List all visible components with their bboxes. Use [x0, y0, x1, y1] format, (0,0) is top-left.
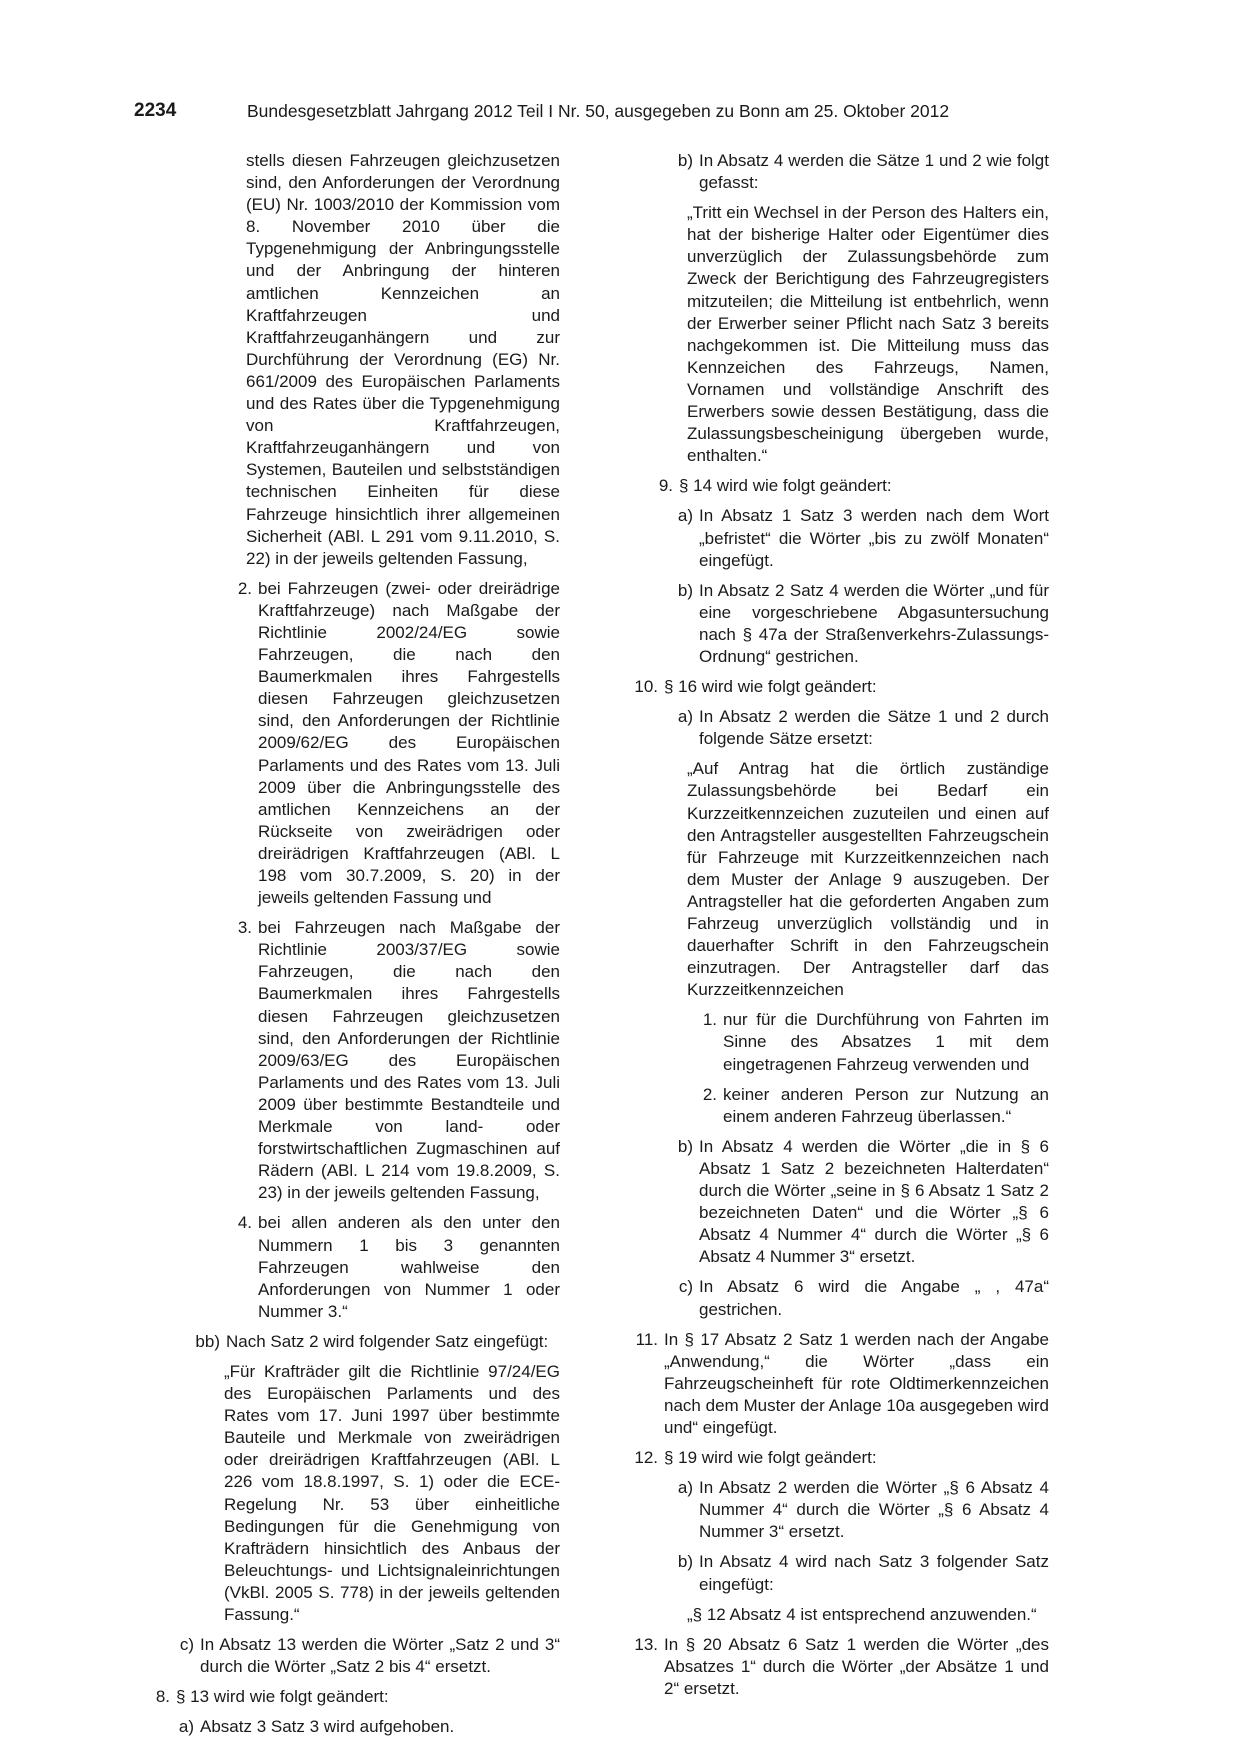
list-item-label: a): [677, 1478, 693, 1498]
list-item: [687, 1009, 1049, 1075]
list-item: [628, 676, 1049, 698]
list-item-text: Nach Satz 2 wird folgender Satz eingefügt:: [226, 1331, 549, 1351]
list-item-label: 2.: [702, 1084, 717, 1104]
list-item: [663, 580, 1049, 668]
list-item: [190, 1331, 560, 1353]
list-item-label: a): [677, 506, 693, 526]
list-item-label: a): [178, 1717, 194, 1737]
quoted-paragraph: „Tritt ein Wechsel in der Person des Halters ein, hat der bisherige Halter oder Eigentümer dies unverzüglich der Zulassungsbehörde zum Zweck der Berichtigung des Fahrzeugregisters mitzuteilen; die Mitteilung ist entbehrlich, wenn der Erwerber seiner Pflicht nach Satz 3 bereits nachgekommen ist. Die Mitteilung muss das Kennzeichen des Fahrzeugs, Namen, Vornamen und vollständige Anschrift des Erwerbers sowie dessen Bestätigung, dass die Zulassungsbescheinigung übergeben wurde, enthalten.“: [687, 203, 1049, 466]
list-item-label: 9.: [658, 476, 673, 496]
list-item-text: § 19 wird wie folgt geändert:: [664, 1448, 877, 1468]
list-item: [628, 1329, 1049, 1439]
list-item-text: § 16 wird wie folgt geändert:: [664, 677, 877, 697]
list-item-text: In § 17 Absatz 2 Satz 1 werden nach der Angabe „Anwendung,“ die Wörter „dass ein Fahrzeugscheinheft für rote Oldtimerkennzeichen nach dem Muster der Anlage 10a ausgegeben wird und“ eingefügt.: [664, 1329, 1049, 1437]
left-column: [140, 150, 560, 1738]
list-item: [222, 578, 560, 909]
list-item-label: b): [677, 580, 693, 600]
quoted-paragraph: „Für Krafträder gilt die Richtlinie 97/24/EG des Europäischen Parlaments und des Rates vom 17. Juni 1997 über bestimmte Bauteile und Merkmale von zweirädrigen oder dreirädrigen Kraftfahrzeugen (ABl. L 226 vom 18.8.1997, S. 1) oder die ECE-Regelung Nr. 53 über einheitliche Bedingungen für die Genehmigung von Krafträdern hinsichtlich des Anbaus der Beleuchtungs- und Lichtsignaleinrichtungen (VkBl. 2005 S. 778) in der jeweils geltenden Fassung.“: [224, 1361, 560, 1624]
list-item-label: 11.: [635, 1329, 658, 1349]
page-number: 2234: [134, 100, 177, 121]
list-item-text: keiner anderen Person zur Nutzung an einem anderen Fahrzeug überlassen.“: [723, 1084, 1049, 1126]
right-column: [628, 150, 1049, 1700]
quoted-paragraph: „Auf Antrag hat die örtlich zuständige Zulassungsbehörde bei Bedarf ein Kurzzeitkennzeichen zuzuteilen und einen auf den Antragsteller ausgestellten Fahrzeugschein für Fahrzeuge mit Kurzzeitkennzeichen nach dem Muster der Anlage 9 auszugeben. Der Antragsteller hat die geforderten Angaben zum Fahrzeug unverzüglich vollständig und in dauerhafter Schrift in den Fahrzeugschein einzutragen. Der Antragsteller darf das Kurzzeitkennzeichen: [687, 759, 1049, 1000]
list-item: [140, 1686, 560, 1708]
list-item-text: In Absatz 2 werden die Sätze 1 und 2 durch folgende Sätze ersetzt:: [699, 707, 1049, 749]
list-item: [687, 1084, 1049, 1128]
page-header-title: Bundesgesetzblatt Jahrgang 2012 Teil I Nr. 50, ausgegeben zu Bonn am 25. Oktober 2012: [247, 101, 950, 121]
list-item: [663, 1136, 1049, 1269]
list-item-text: bei Fahrzeugen nach Maßgabe der Richtlinie 2003/37/EG sowie Fahrzeugen, die nach den Baumerkmalen ihres Fahrgestells diesen Fahrzeugen gleichzusetzen sind, den Anforderungen der Richtlinie 2009/63/EG des Europäischen Parlaments und des Rates vom 13. Juli 2009 über bestimmte Bestandteile und Merkmale von land- oder forstwirtschaftlichen Zugmaschinen auf Rädern (ABl. L 214 vom 19.8.2009, S. 23) in der jeweils geltenden Fassung,: [258, 918, 560, 1203]
list-item-label: 8.: [155, 1687, 170, 1707]
list-item-text: In Absatz 4 werden die Wörter „die in § 6 Absatz 1 Satz 2 bezeichneten Halterdaten“ durch die Wörter „seine in § 6 Absatz 1 Satz 2 bezeichneten Daten“ und die Wörter „§ 6 Absatz 4 Nummer 4“ durch die Wörter „§ 6 Absatz 4 Nummer 3“ ersetzt.: [699, 1136, 1049, 1267]
list-item-label: bb): [195, 1331, 220, 1351]
list-item-label: b): [677, 1136, 693, 1156]
list-item: [222, 1212, 560, 1322]
list-item-label: c): [179, 1635, 194, 1655]
list-item-text: nur für die Durchführung von Fahrten im Sinne des Absatzes 1 mit dem eingetragenen Fahrzeug verwenden und: [723, 1010, 1049, 1074]
list-item-text: In § 20 Absatz 6 Satz 1 werden die Wörter „des Absatzes 1“ durch die Wörter „der Absätze 1 und 2“ ersetzt.: [664, 1634, 1049, 1698]
page-header: [134, 100, 1007, 122]
list-item-text: bei allen anderen als den unter den Nummern 1 bis 3 genannten Fahrzeugen wahlweise den Anforderungen von Nummer 1 oder Nummer 3.“: [258, 1213, 560, 1321]
list-item: [663, 505, 1049, 571]
list-item-label: 12.: [634, 1448, 658, 1468]
list-item-text: In Absatz 6 wird die Angabe „ , 47a“ gestrichen.: [699, 1277, 1049, 1319]
list-item-text: Absatz 3 Satz 3 wird aufgehoben.: [200, 1717, 455, 1737]
list-item-label: b): [677, 1552, 693, 1572]
list-item-label: 10.: [634, 677, 658, 697]
list-item-text: In Absatz 2 werden die Wörter „§ 6 Absatz 4 Nummer 4“ durch die Wörter „§ 6 Absatz 4 Nummer 3“ ersetzt.: [699, 1478, 1049, 1542]
list-item-label: c): [678, 1277, 693, 1297]
list-item-text: bei Fahrzeugen (zwei- oder dreirädrige Kraftfahrzeuge) nach Maßgabe der Richtlinie 2002/24/EG sowie Fahrzeugen, die nach den Baumerkmalen ihres Fahrgestells diesen Fahrzeugen gleichzusetzen sind, den Anforderungen der Richtlinie 2009/62/EG des Europäischen Parlaments und des Rates vom 13. Juli 2009 über die Anbringungsstelle des amtlichen Kennzeichens an der Rückseite von zweirädrigen oder dreirädrigen Kraftfahrzeugen (ABl. L 198 vom 30.7.2009, S. 20) in der jeweils geltenden Fassung und: [258, 578, 560, 908]
list-item: [164, 1716, 560, 1738]
list-item: [222, 917, 560, 1204]
list-item-text: § 13 wird wie folgt geändert:: [176, 1687, 389, 1707]
list-item: [164, 1634, 560, 1678]
list-item: [663, 706, 1049, 750]
list-item-label: 4.: [237, 1213, 252, 1233]
continued-paragraph: stells diesen Fahrzeugen gleichzusetzen sind, den Anforderungen der Verordnung (EU) Nr. 1003/2010 der Kommission vom 8. November 2010 über die Typgenehmigung der Anbringungsstelle und der Anbringung der hinteren amtlichen Kennzeichen an Kraftfahrzeugen und Kraftfahrzeuganhängern und zur Durchführung der Verordnung (EG) Nr. 661/2009 des Europäischen Parlaments und des Rates über die Typgenehmigung von Kraftfahrzeugen, Kraftfahrzeuganhängern und von Systemen, Bauteilen und selbstständigen technischen Einheiten für diese Fahrzeuge hinsichtlich ihrer allgemeinen Sicherheit (ABl. L 291 vom 9.11.2010, S. 22) in der jeweils geltenden Fassung,: [246, 151, 560, 568]
list-item: [663, 1276, 1049, 1320]
list-item: [628, 1634, 1049, 1700]
quoted-paragraph: „§ 12 Absatz 4 ist entsprechend anzuwenden.“: [687, 1604, 1037, 1624]
list-item-text: In Absatz 4 werden die Sätze 1 und 2 wie folgt gefasst:: [699, 151, 1049, 193]
list-item: [643, 475, 1049, 497]
list-item-label: 2.: [237, 578, 252, 598]
list-item: [663, 1551, 1049, 1595]
list-item-label: 1.: [702, 1010, 717, 1030]
list-item-label: 3.: [237, 918, 252, 938]
list-item-text: In Absatz 13 werden die Wörter „Satz 2 und 3“ durch die Wörter „Satz 2 bis 4“ ersetzt.: [200, 1635, 560, 1677]
list-item-label: a): [677, 707, 693, 727]
list-item: [663, 1477, 1049, 1543]
list-item-text: § 14 wird wie folgt geändert:: [679, 476, 892, 496]
list-item-text: In Absatz 4 wird nach Satz 3 folgender Satz eingefügt:: [699, 1552, 1049, 1594]
list-item-label: b): [677, 151, 693, 170]
list-item: [663, 150, 1049, 194]
list-item-label: 13.: [634, 1634, 658, 1654]
list-item-text: In Absatz 2 Satz 4 werden die Wörter „und für eine vorgeschriebene Abgasuntersuchung nach § 47a der Straßenverkehrs-Zulassungs-Ordnung“ gestrichen.: [699, 580, 1049, 666]
list-item: [628, 1447, 1049, 1469]
list-item-text: In Absatz 1 Satz 3 werden nach dem Wort „befristet“ die Wörter „bis zu zwölf Monaten“ eingefügt.: [699, 506, 1049, 570]
